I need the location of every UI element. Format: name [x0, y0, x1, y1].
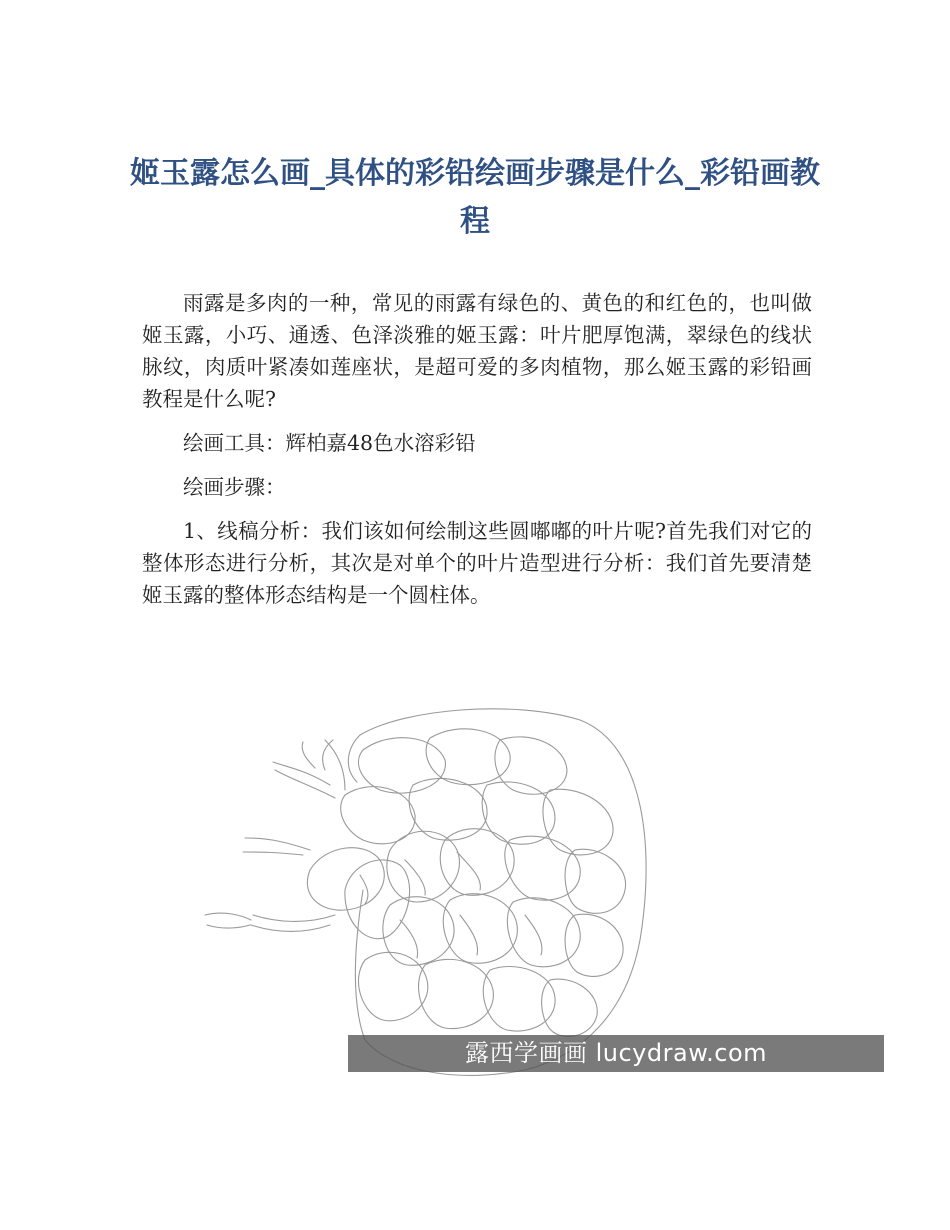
- step-1-paragraph: 1、线稿分析：我们该如何绘制这些圆嘟嘟的叶片呢?首先我们对它的整体形态进行分析，其次是对单个的叶片造型进行分析：我们首先要清楚姬玉露的整体形态结构是一个圆柱体。: [142, 519, 812, 607]
- sketch-figure: [195, 690, 768, 1090]
- watermark-text: 露西学画画 lucydraw.com: [464, 1039, 768, 1067]
- article-body: [142, 287, 812, 623]
- steps-heading-paragraph: 绘画步骤：: [183, 475, 286, 499]
- intro-paragraph: 雨露是多肉的一种，常见的雨露有绿色的、黄色的和红色的，也叫做姬玉露，小巧、通透、色泽淡雅的姬玉露：叶片肥厚饱满，翠绿色的线状脉纹，肉质叶紧凑如莲座状，是超可爱的多肉植物，那么姬玉露的彩铅画教程是什么呢?: [142, 291, 812, 411]
- succulent-line-sketch: [195, 690, 695, 1090]
- tools-paragraph: 绘画工具：辉柏嘉48色水溶彩铅: [183, 431, 476, 455]
- article-title: 姬玉露怎么画_具体的彩铅绘画步骤是什么_彩铅画教程: [130, 156, 820, 239]
